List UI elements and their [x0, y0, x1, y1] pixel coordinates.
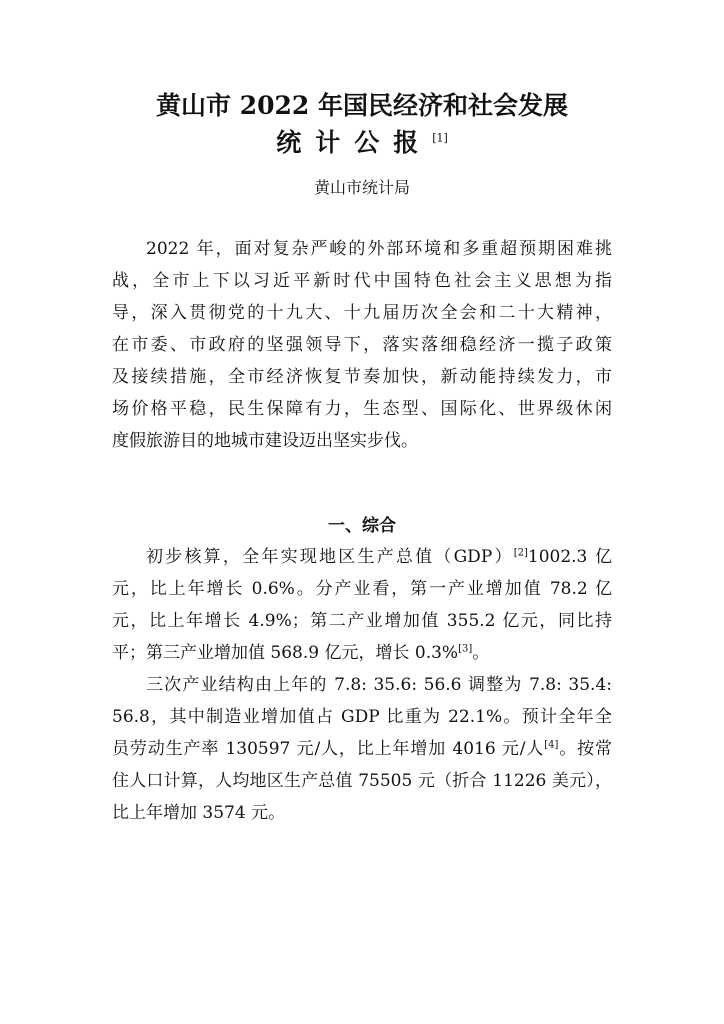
structure-line: 比上年增加 3574 元。: [112, 803, 286, 823]
gdp-line-text: 。: [472, 643, 490, 663]
intro-line: 在市委、市政府的坚强领导下，落实落细稳经济一揽子政策: [112, 335, 612, 355]
gdp-line: [112, 637, 612, 669]
intro-line: 导，深入贯彻党的十九大、十九届历次全会和二十大精神，: [112, 303, 612, 323]
gdp-line: [112, 541, 612, 573]
gdp-paragraph: [112, 541, 612, 669]
intro-paragraph: [112, 233, 612, 457]
title-line-2: [0, 127, 724, 159]
gdp-line: 元，比上年增长 4.9%；第二产业增加值 355.2 亿元，同比持: [112, 611, 612, 631]
gdp-line-text: 初步核算，全年实现地区生产总值（GDP）: [146, 547, 514, 567]
structure-line: 三次产业结构由上年的 7.8: 35.6: 56.6 调整为 7.8: 35.4:: [146, 675, 612, 695]
title-line-1: 黄山市 2022 年国民经济和社会发展: [156, 91, 568, 120]
footnote-ref-3[interactable]: [3]: [458, 643, 473, 655]
intro-line: 及接续措施，全市经济恢复节奏加快，新动能持续发力，市: [112, 367, 612, 387]
intro-line: 场价格平稳，民生保障有力，生态型、国际化、世界级休闲: [112, 399, 612, 419]
structure-line: 住人口计算，人均地区生产总值 75505 元（折合 11226 美元），: [112, 771, 612, 791]
structure-line: [112, 733, 612, 765]
title-line-2-text: 统计公报: [276, 128, 433, 157]
gdp-line: 元，比上年增长 0.6%。分产业看，第一产业增加值 78.2 亿: [112, 579, 612, 599]
author: 黄山市统计局: [313, 178, 410, 197]
intro-line: 度假旅游目的地城市建设迈出坚实步伐。: [112, 431, 418, 451]
title-footnote-ref[interactable]: [1]: [432, 131, 448, 145]
intro-line: 2022 年，面对复杂严峻的外部环境和多重超预期困难挑: [146, 239, 612, 259]
section-heading-overview: 一、综合: [328, 516, 396, 536]
footnote-ref-4[interactable]: [4]: [544, 739, 559, 751]
structure-paragraph: [112, 669, 612, 829]
gdp-line-text: 1002.3 亿: [527, 547, 613, 567]
footnote-ref-2[interactable]: [2]: [513, 547, 528, 559]
gdp-line-text: 平；第三产业增加值 568.9 亿元，增长 0.3%: [112, 643, 459, 663]
structure-line-text: 。按常: [558, 739, 612, 759]
structure-line-text: 员劳动生产率 130597 元/人，比上年增加 4016 元/人: [112, 739, 545, 759]
intro-line: 战，全市上下以习近平新时代中国特色社会主义思想为指: [112, 271, 612, 291]
structure-line: 56.8，其中制造业增加值占 GDP 比重为 22.1%。预计全年全: [112, 707, 612, 727]
